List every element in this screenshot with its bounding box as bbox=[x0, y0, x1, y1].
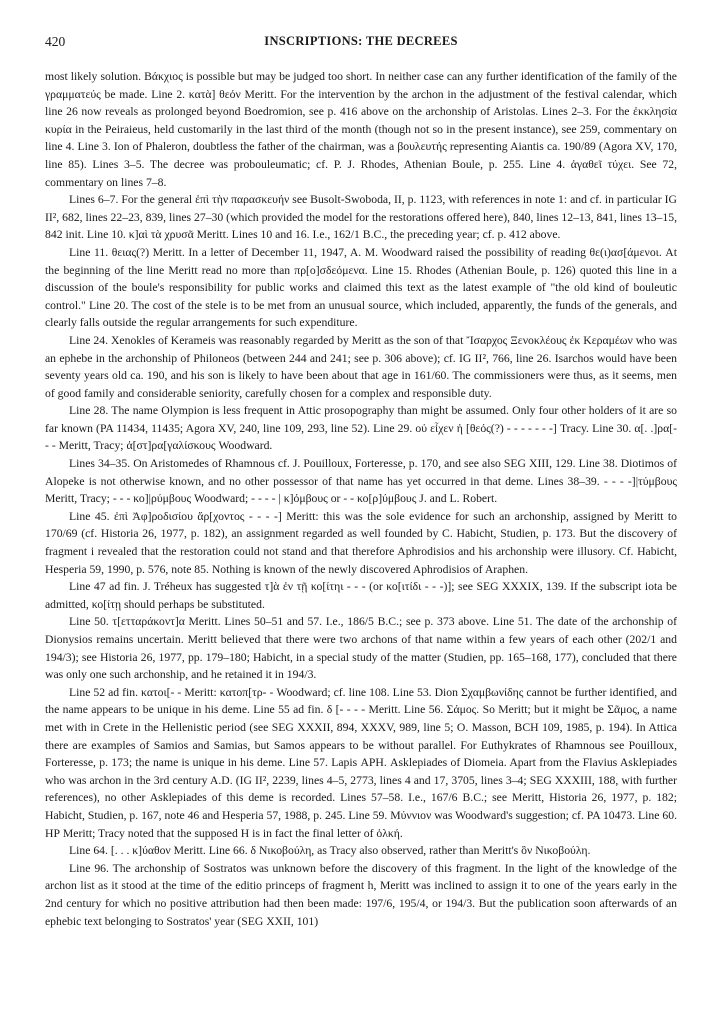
paragraph-lines-6-7: Lines 6–7. For the general ἐπὶ τὴν παρασκευήν see Busolt-Swoboda, II, p. 1123, with references in note 1: and cf. in particular IG II², 682, lines 22–23, 839, lines 27–30 (which provided the model for the restorations offered here), 840, lines 12–13, 841, lines 13–15, 842 init. Line 10. κ]αὶ τὰ χρυσᾶ Meritt. Lines 10 and 16. I.e., 162/1 B.C., the preceding year; cf. p. 412 above. bbox=[45, 193, 677, 242]
paragraph-line-45: Line 45. ἐπὶ Ἀφ]ροδισίου ἄρ[χοντος - - - -] Meritt: this was the sole evidence for such an archonship, assigned by Meritt to 170/69 (cf. Historia 26, 1977, p. 182), an assignment regarded as well founded by C. Habicht, Studien, p. 173. But the discovery of fragment i revealed that the restoration could not stand and that therefore Aphrodisios and his archonship were illusory. Cf. Habicht, Hesperia 59, 1990, p. 576, note 85. Nothing is known of the newly discovered Aphrodisios of Araphen. bbox=[45, 509, 677, 576]
paragraph-line-52: Line 52 ad fin. κατοι[- - Meritt: κατοπ[τρ- - Woodward; cf. line 108. Line 53. Dion Σχαμβωνίδης cannot be further identified, and the name appears to be unique in his deme. Line 55 ad fin. δ [- - - - Meritt. Line 56. Σάμος. So Meritt; but it might be Σᾶμος, a name met with in Crete in the Hellenistic period (see SEG XXXII, 894, XXXV, 989, line 5; O. Masson, BCH 109, 1985, p. 194). In Attica there are examples of Samios and Samias, but Samos appears to be without parallel. For Euthykrates of Rhamnous see Pouilloux, Forteresse, p. 173; the name is unique in his deme. Line 57. Lapis ΑΡΗ. Asklepiades of Diomeia. Apart from the Flavius Asklepiades who was archon in the 3rd century A.D. (IG II², 2239, lines 4–5, 2773, lines 4 and 17, 3705, lines 3–4; SEG XXXIII, 188, with further references), no other Asklepiades of this deme is recorded. Lines 57–58. I.e., 167/6 B.C.; see Meritt, Historia 26, 1977, p. 182; Habicht, Studien, p. 167, note 46 and Hesperia 57, 1988, p. 245. Line 59. Μύννιον was Woodward's suggestion; cf. PA 10473. Line 60. ΗΡ Meritt; Tracy noted that the supposed Η is in fact the final letter of ὁλκή. bbox=[45, 685, 677, 840]
page-number: 420 bbox=[45, 34, 66, 49]
paragraph-line-11: Line 11. θειας(?) Meritt. In a letter of December 11, 1947, A. M. Woodward raised the possibility of reading θε(ι)ασ[άμενοι. At the beginning of the line Meritt read no more than πρ[ο]σδεόμενα. Line 15. Rhodes (Athenian Boule, p. 126) quoted this line in a discussion of the boule's responsibility for public works and claimed this text as the latest example of "the old kind of bouleutic control." Line 20. The cost of the stele is to be met from an unusual source, which included, apparently, the funds of the generals, and clearly falls outside the regular arrangements for such expenditure. bbox=[45, 245, 677, 330]
commentary-body bbox=[45, 68, 677, 930]
paragraph-continued: most likely solution. Βάκχιος is possible but may be judged too short. In neither case can any further identification of the family of the γραμματεύς be made. Line 2. κατὰ] θεόν Meritt. For the intervention by the archon in the adjustment of the festival calendar, which line 26 now reveals as prolonged beyond Boedromion, see p. 416 above on the archonship of Aristolas. Lines 2–3. For the ἐκκλησία κυρία in the Peiraieus, held customarily in the last third of the month (though not so in the present instance), see 259, commentary on line 4. Line 3. Ion of Phaleron, doubtless the father of the chairman, was a βουλευτής representing Aiantis ca. 190/89 (Agora XV, 170, line 85). Lines 3–5. The decree was probouleumatic; cf. P. J. Rhodes, Athenian Boule, p. 255. Line 4. ἀγαθεῖ τύχει. See 72, commentary on lines 7–8. bbox=[45, 70, 677, 189]
running-head bbox=[45, 34, 677, 56]
paragraph-line-24: Line 24. Xenokles of Kerameis was reasonably regarded by Meritt as the son of that Ἴσαρχος Ξενοκλέους ἐκ Κεραμέων who was an ephebe in the archonship of Philoneos (between 244 and 241; see p. 306 above); cf. IG II², 766, line 26. Isarchos would have been seventy years old ca. 190, and his son is likely to have been about that age in 161/60. The commissioners were thus, as it seems, men of good family and considerable seniority, carefully chosen for a complex and responsible duty. bbox=[45, 333, 677, 400]
paragraph-line-28: Line 28. The name Olympion is less frequent in Attic prosopography than might be assumed. Only four other holders of it are so far known (PA 11434, 11435; Agora XV, 240, line 109, 293, line 52). Line 29. οὐ εἶχεν ἡ [θεός(?) - - - - - - -] Tracy. Line 30. α[. .]ρα[- - - Meritt, Tracy; ἀ[στ]ρα[γαλίσκους Woodward. bbox=[45, 404, 677, 453]
paragraph-line-50: Line 50. τ[ετταράκοντ]α Meritt. Lines 50–51 and 57. I.e., 186/5 B.C.; see p. 373 above. Line 51. The date of the archonship of Dionysios remains uncertain. Meritt believed that there were two archons of that name within a few years of each other (202/1 and 194/3); see Historia 26, 1977, pp. 179–180; Habicht, in a special study of the matter (Studien, pp. 165–168, 177), concluded that there was only one such archonship, and he retained it in 194/3. bbox=[45, 615, 677, 682]
paragraph-line-47: Line 47 ad fin. J. Tréheux has suggested τ]ὰ ἐν τῇ κο[ίτηι - - - (or κο[ιτίδι - - -)]; see SEG XXXIX, 139. If the subscript iota be admitted, κο[ίτῃ should perhaps be substituted. bbox=[45, 580, 677, 611]
paragraph-line-96: Line 96. The archonship of Sostratos was unknown before the discovery of this fragment. In the light of the knowledge of the archon list as it stood at the time of the editio princeps of fragment h, Meritt was inclined to assign it to one of the years early in the 2nd century for which no positive attribution had then been made: 197/6, 195/4, or 194/3. But the publication soon afterwards of an ephebic text belonging to Sostratos' year (SEG XXII, 101) bbox=[45, 861, 677, 928]
paragraph-lines-34-35: Lines 34–35. On Aristomedes of Rhamnous cf. J. Pouilloux, Forteresse, p. 170, and see also SEG XIII, 129. Line 38. Diotimos of Alopeke is not otherwise known, and no other possessor of that name has yet occurred in that deme. Lines 38–39. - - - -]|τύμβους Meritt, Tracy; - - - κο]|ρύμβους Woodward; - - - - | κ]όμβους or - - κο[ρ]ύμβους J. and L. Robert. bbox=[45, 457, 677, 506]
paragraph-line-64: Line 64. [. . . κ]ύαθον Meritt. Line 66. δ Νικοβούλη, as Tracy also observed, rather than Meritt's ὃν Νικοβούλη. bbox=[69, 844, 591, 858]
running-title: INSCRIPTIONS: THE DECREES bbox=[264, 34, 458, 48]
